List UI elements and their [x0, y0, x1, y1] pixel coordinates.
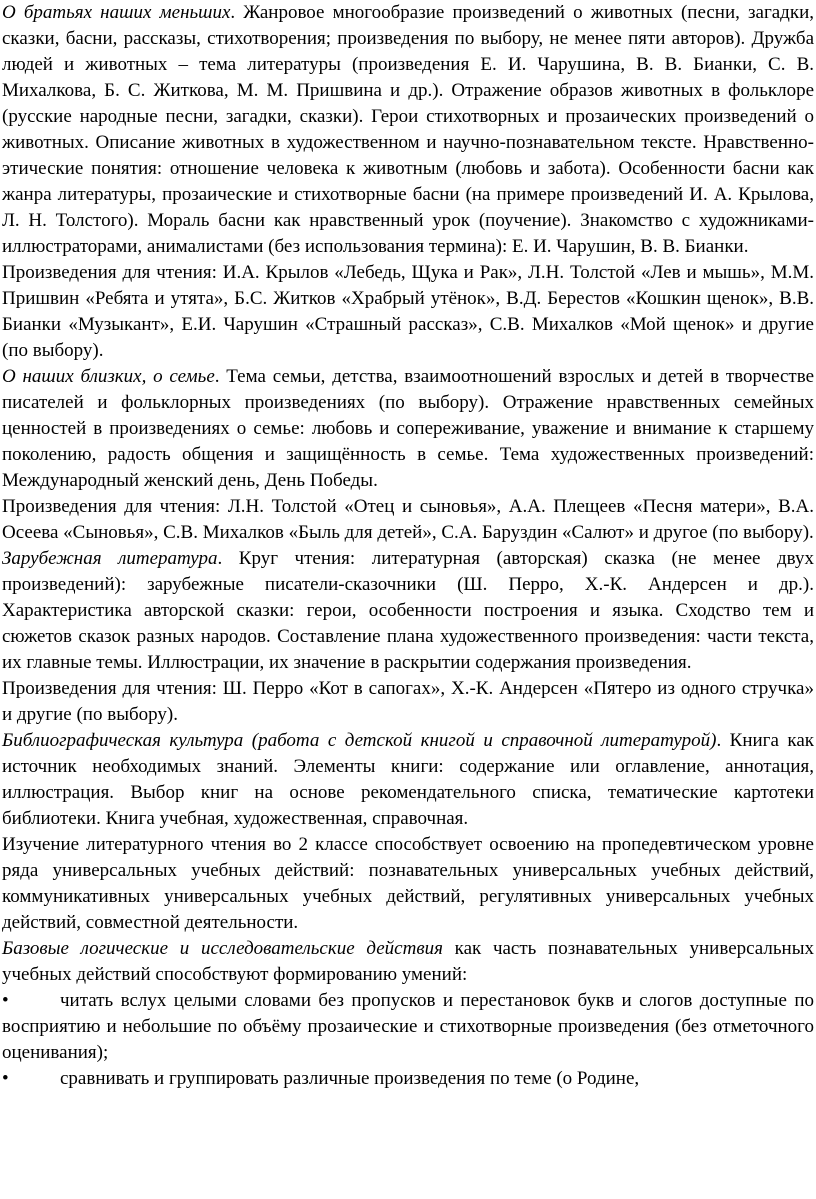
- list-item-text: читать вслух целыми словами без пропусков и перестановок букв и слогов доступные по восприятию и небольшие по объёму прозаические и стихотворные произведения (без отметочного оценивания);: [2, 990, 814, 1063]
- bullet-marker: •: [2, 990, 9, 1011]
- paragraph-bibliography: [2, 728, 814, 832]
- paragraph-animals: [2, 0, 814, 260]
- list-item-text: сравнивать и группировать различные произведения по теме (о Родине,: [60, 1068, 640, 1089]
- paragraph-animals-reading: [2, 260, 814, 364]
- bullet-marker: •: [2, 1068, 9, 1089]
- paragraph-logical-actions-text: как часть познавательных универсальных учебных действий способствуют формированию умений:: [2, 938, 814, 985]
- paragraph-foreign-text: . Круг чтения: литературная (авторская) сказка (не менее двух произведений): зарубежные писатели-сказочники (Ш. Перро, Х.-К. Андерсен и др.). Характеристика авторской сказки: герои, особенности построения и языка. Сходство тем и сюжетов сказок разных народов. Составление плана художественного произведения: части текста, их главные темы. Иллюстрации, их значение в раскрытии содержания произведения.: [2, 548, 815, 673]
- paragraph-family-reading: [2, 494, 814, 546]
- paragraph-uud-text: Изучение литературного чтения во 2 классе способствует освоению на пропедевтическом уровне ряда универсальных учебных действий: познавательных универсальных учебных действий, коммуникативных универсальных учебных действий, регулятивных универсальных учебных действий, совместной деятельности.: [2, 834, 814, 933]
- section-heading-animals: О братьях наших меньших: [2, 2, 231, 23]
- section-heading-family: О наших близких, о семье: [2, 366, 215, 387]
- paragraph-foreign-reading-text: Произведения для чтения: Ш. Перро «Кот в сапогах», Х.-К. Андерсен «Пятеро из одного стручка» и другие (по выбору).: [2, 678, 814, 725]
- paragraph-family-reading-text: Произведения для чтения: Л.Н. Толстой «Отец и сыновья», А.А. Плещеев «Песня матери», В.А. Осеева «Сыновья», С.В. Михалков «Быль для детей», С.А. Баруздин «Салют» и другое (по выбору).: [2, 496, 814, 543]
- paragraph-animals-text: . Жанровое многообразие произведений о животных (песни, загадки, сказки, басни, рассказы, стихотворения; произведения по выбору, не менее пяти авторов). Дружба людей и животных – тема литературы (произведения Е. И. Чарушина, В. В. Бианки, С. В. Михалкова, Б. С. Житкова, М. М. Пришвина и др.). Отражение образов животных в фольклоре (русские народные песни, загадки, сказки). Герои стихотворных и прозаических произведений о животных. Описание животных в художественном и научно-познавательном тексте. Нравственно-этические понятия: отношение человека к животным (любовь и забота). Особенности басни как жанра литературы, прозаические и стихотворные басни (на примере произведений И. А. Крылова, Л. Н. Толстого). Мораль басни как нравственный урок (поучение). Знакомство с художниками-иллюстраторами, анималистами (без использования термина): Е. И. Чарушин, В. В. Бианки.: [2, 2, 814, 257]
- list-item: [2, 1066, 814, 1092]
- paragraph-uud: [2, 832, 814, 936]
- paragraph-animals-reading-text: Произведения для чтения: И.А. Крылов «Лебедь, Щука и Рак», Л.Н. Толстой «Лев и мышь», М.М. Пришвин «Ребята и утята», Б.С. Житков «Храбрый утёнок», В.Д. Берестов «Кошкин щенок», В.В. Бианки «Музыкант», Е.И. Чарушин «Страшный рассказ», С.В. Михалков «Мой щенок» и другие (по выбору).: [2, 262, 814, 361]
- paragraph-foreign-reading: [2, 676, 814, 728]
- list-item: [2, 988, 814, 1066]
- paragraph-bibliography-text: . Книга как источник необходимых знаний. Элементы книги: содержание или оглавление, аннотация, иллюстрация. Выбор книг на основе рекомендательного списка, тематические картотеки библиотеки. Книга учебная, художественная, справочная.: [2, 730, 815, 829]
- paragraph-foreign: [2, 546, 814, 676]
- paragraph-logical-actions: [2, 936, 814, 988]
- section-heading-logical-actions: Базовые логические и исследовательские действия: [2, 938, 443, 959]
- section-heading-bibliography: Библиографическая культура (работа с детской книгой и справочной литературой): [2, 730, 717, 751]
- paragraph-family: [2, 364, 814, 494]
- paragraph-family-text: . Тема семьи, детства, взаимоотношений взрослых и детей в творчестве писателей и фольклорных произведениях (по выбору). Отражение нравственных семейных ценностей в произведениях о семье: любовь и сопереживание, уважение и внимание к старшему поколению, радость общения и защищённость в семье. Тема художественных произведений: Международный женский день, День Победы.: [2, 366, 815, 491]
- section-heading-foreign: Зарубежная литература: [2, 548, 218, 569]
